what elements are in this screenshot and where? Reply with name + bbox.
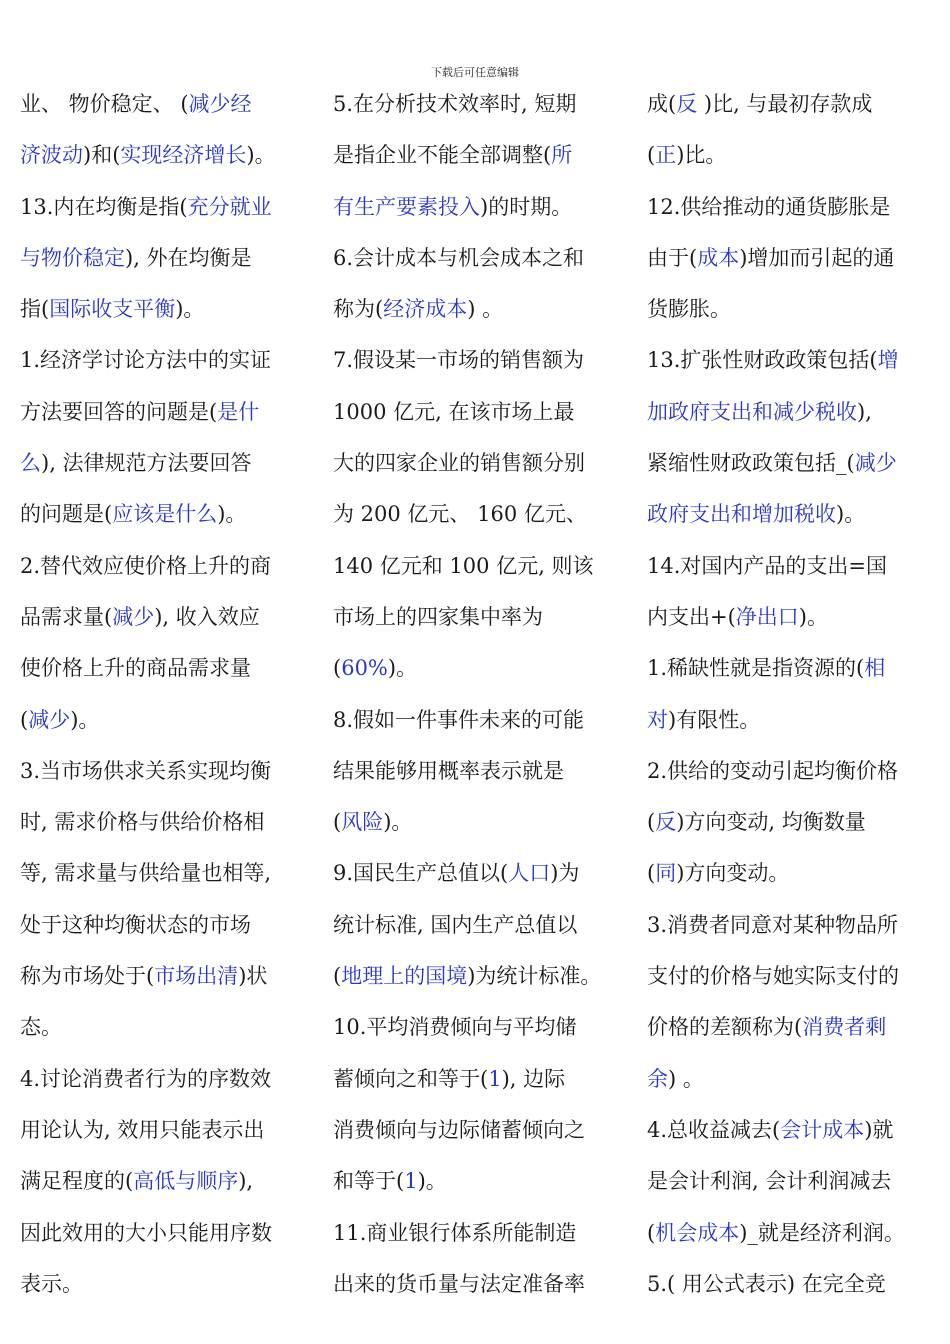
text-line <box>647 284 947 335</box>
text-column-2 <box>333 79 633 1310</box>
text-line <box>333 695 633 746</box>
question-text: )状 <box>238 964 268 989</box>
question-text: 11.商业银行体系所能制造 <box>333 1220 577 1245</box>
question-text: 7.假设某一市场的销售额为 <box>333 348 585 373</box>
answer-text: 风险 <box>341 810 384 835</box>
text-line <box>333 1054 633 1105</box>
text-line <box>333 746 633 797</box>
text-line <box>20 951 320 1002</box>
question-text: 价格的差额称为( <box>647 1015 803 1040</box>
question-text: 是指企业不能全部调整( <box>333 143 552 168</box>
question-text: 12.供给推动的通货膨胀是 <box>647 194 891 219</box>
question-text: 使价格上升的商品需求量 <box>20 656 251 681</box>
answer-text: 充分就业 <box>187 194 272 219</box>
question-text: 是会计利润, 会计利润减去 <box>647 1169 892 1194</box>
question-text: 4.总收益减去( <box>647 1117 781 1142</box>
question-text: 8.假如一件事件未来的可能 <box>333 707 585 732</box>
text-line <box>333 1002 633 1053</box>
text-line <box>647 643 947 694</box>
answer-text: 减少经 <box>188 92 252 116</box>
text-line <box>647 182 947 233</box>
question-text: )。 <box>217 502 247 527</box>
question-text: 因此效用的大小只能用序数 <box>20 1220 272 1245</box>
text-line <box>20 1259 320 1310</box>
text-line <box>333 438 633 489</box>
text-line <box>20 438 320 489</box>
answer-text: 1 <box>404 1169 418 1194</box>
question-text: 2.替代效应使价格上升的商 <box>20 553 272 578</box>
text-line <box>333 1259 633 1310</box>
text-line <box>333 387 633 438</box>
question-text: )。 <box>798 604 828 629</box>
answer-text: 市场出清 <box>154 964 239 989</box>
answer-text: 净出口 <box>735 604 799 629</box>
question-text: )的时期。 <box>480 194 573 219</box>
text-line <box>20 746 320 797</box>
question-text: 成( <box>647 92 677 116</box>
question-text: 业、 物价稳定、 ( <box>20 92 189 116</box>
question-text: 2.供给的变动引起均衡价格 <box>647 758 899 783</box>
question-text: 称为( <box>333 297 384 322</box>
question-text: 市场上的四家集中率为 <box>333 604 543 629</box>
question-text: 的问题是( <box>20 502 113 527</box>
question-text: 指( <box>20 297 50 322</box>
question-text: 态。 <box>20 1015 62 1040</box>
text-line <box>20 182 320 233</box>
question-text: ), 法律规范方法要回答 <box>41 451 252 476</box>
question-text: )。 <box>246 143 276 168</box>
question-text: 9.国民生产总值以( <box>333 861 509 886</box>
question-text: 处于这种均衡状态的市场 <box>20 912 251 937</box>
answer-text: 是什 <box>217 399 260 424</box>
question-text: 为 200 亿元、 160 亿元、 <box>333 502 587 527</box>
question-text: 13.内在均衡是指( <box>20 194 188 219</box>
text-line <box>20 695 320 746</box>
question-text: 等, 需求量与供给量也相等, <box>20 861 272 886</box>
text-line <box>333 541 633 592</box>
question-text: )。 <box>387 656 418 681</box>
question-text: 和等于( <box>333 1169 405 1194</box>
answer-text: 经济成本 <box>383 297 468 322</box>
text-line <box>333 79 633 130</box>
text-line <box>20 900 320 951</box>
question-text: )就 <box>864 1117 894 1142</box>
text-line <box>20 643 320 694</box>
text-line <box>333 592 633 643</box>
text-line <box>647 489 947 540</box>
question-text: )。 <box>417 1169 447 1194</box>
question-text: )和( <box>83 143 121 168</box>
question-text: 4.讨论消费者行为的序数效 <box>20 1066 272 1091</box>
question-text: 蓄倾向之和等于( <box>333 1066 489 1091</box>
answer-text: 成本 <box>697 245 740 270</box>
text-line <box>333 900 633 951</box>
question-text: 3.当市场供求关系实现均衡 <box>20 758 272 783</box>
answer-text: 反 <box>655 810 677 835</box>
question-text: 品需求量( <box>20 604 113 629</box>
answer-text: 余 <box>647 1066 668 1091</box>
answer-text: 实现经济增长 <box>120 143 247 168</box>
question-text: 5.( 用公式表示) 在完全竞 <box>647 1271 886 1296</box>
text-line <box>20 233 320 284</box>
answer-text: 人口 <box>508 861 551 886</box>
question-text: 140 亿元和 100 亿元, 则该 <box>333 553 594 578</box>
question-text: ), 外在均衡是 <box>125 245 252 270</box>
text-line <box>333 182 633 233</box>
answer-text: 与物价稳定 <box>20 245 125 270</box>
answer-text: 地理上的国境 <box>341 964 468 989</box>
question-text: 货膨胀。 <box>647 297 731 322</box>
text-line <box>647 848 947 899</box>
answer-text: 减少 <box>112 604 155 629</box>
answer-text: 增 <box>877 348 899 373</box>
text-line <box>20 489 320 540</box>
text-column-1 <box>20 79 320 1310</box>
answer-text: 加政府支出和减少税收 <box>647 399 857 424</box>
question-text: )比。 <box>676 143 727 168</box>
text-line <box>647 79 947 130</box>
question-text: 用论认为, 效用只能表示出 <box>20 1117 265 1142</box>
question-text: 结果能够用概率表示就是 <box>333 758 564 783</box>
answer-text: 国际收支平衡 <box>49 297 176 322</box>
question-text: 1.经济学讨论方法中的实证 <box>20 348 272 373</box>
question-text: )。 <box>70 707 100 732</box>
question-text: ) 。 <box>668 1066 704 1091</box>
text-line <box>20 79 320 130</box>
text-line <box>647 335 947 386</box>
answer-text: 济波动 <box>20 143 83 168</box>
question-text: ( <box>333 656 342 681</box>
text-line <box>647 233 947 284</box>
text-line <box>333 797 633 848</box>
answer-text: 60% <box>341 656 388 681</box>
text-line <box>20 797 320 848</box>
text-line <box>20 284 320 335</box>
text-line <box>333 643 633 694</box>
text-column-3 <box>647 79 947 1310</box>
text-line <box>333 335 633 386</box>
question-text: ( <box>333 810 342 835</box>
text-line <box>647 746 947 797</box>
text-line <box>647 1259 947 1310</box>
question-text: 13.扩张性财政政策包括( <box>647 348 878 373</box>
question-text: 14.对国内产品的支出=国 <box>647 553 887 578</box>
text-line <box>333 130 633 181</box>
answer-text: 机会成本 <box>655 1220 740 1245</box>
question-text: 方法要回答的问题是( <box>20 399 218 424</box>
answer-text: 政府支出和增加税收 <box>647 502 836 527</box>
question-text: 出来的货币量与法定准备率 <box>333 1271 585 1296</box>
answer-text: 减少 <box>28 707 71 732</box>
question-text: 1.稀缺性就是指资源的( <box>647 656 865 681</box>
text-line <box>20 335 320 386</box>
text-line <box>333 1156 633 1207</box>
question-text: ( <box>20 707 29 732</box>
question-text: 5.在分析技术效率时, 短期 <box>333 92 577 116</box>
question-text: )_就是经济利润。 <box>739 1220 905 1245</box>
text-line <box>647 130 947 181</box>
text-line <box>647 592 947 643</box>
text-line <box>647 438 947 489</box>
question-text: )为统计标准。 <box>467 964 602 989</box>
question-text: 6.会计成本与机会成本之和 <box>333 245 585 270</box>
question-text: 1000 亿元, 在该市场上最 <box>333 399 575 424</box>
text-line <box>647 797 947 848</box>
question-text: )方向变动, 均衡数量 <box>676 810 866 835</box>
text-line <box>647 951 947 1002</box>
question-text: )。 <box>175 297 205 322</box>
answer-text: 所 <box>551 143 573 168</box>
answer-text: 应该是什么 <box>112 502 218 527</box>
question-text: ), <box>857 399 872 424</box>
question-text: 满足程度的( <box>20 1169 134 1194</box>
question-text: ) 。 <box>467 297 504 322</box>
question-text: ), <box>238 1169 254 1194</box>
answer-text: 相 <box>864 656 886 681</box>
question-text: ( <box>647 861 656 886</box>
question-text: )。 <box>383 810 413 835</box>
question-text: )增加而引起的通 <box>739 245 895 270</box>
question-text: 由于( <box>647 245 698 270</box>
question-text: 大的四家企业的销售额分别 <box>333 451 585 476</box>
question-text: 内支出+( <box>647 604 736 629</box>
question-text: 支付的价格与她实际支付的 <box>647 964 899 989</box>
text-line <box>20 1105 320 1156</box>
text-line <box>647 387 947 438</box>
question-text: 表示。 <box>20 1271 83 1296</box>
text-line <box>647 1208 947 1259</box>
question-text: ( <box>647 810 656 835</box>
answer-text: 有生产要素投入 <box>333 194 480 219</box>
text-line <box>333 489 633 540</box>
text-line <box>333 233 633 284</box>
page-header: 下载后可任意编辑 <box>431 66 519 79</box>
question-text: 时, 需求价格与供给价格相 <box>20 810 265 835</box>
answer-text: 么 <box>20 451 41 476</box>
question-text: ( <box>647 143 656 168</box>
question-text: 紧缩性财政政策包括_( <box>647 451 855 476</box>
question-text: ( <box>647 1220 656 1245</box>
question-text: 消费倾向与边际储蓄倾向之 <box>333 1117 585 1142</box>
answer-text: 同 <box>655 861 677 886</box>
answer-text: 会计成本 <box>780 1117 865 1142</box>
text-line <box>20 1156 320 1207</box>
question-text: ( <box>333 964 342 989</box>
text-line <box>647 1105 947 1156</box>
text-line <box>20 1002 320 1053</box>
text-line <box>333 1208 633 1259</box>
answer-text: 减少 <box>854 451 897 476</box>
text-line <box>647 1054 947 1105</box>
question-text: 10.平均消费倾向与平均储 <box>333 1015 577 1040</box>
text-line <box>20 1054 320 1105</box>
question-text: 统计标准, 国内生产总值以 <box>333 912 578 937</box>
question-text: )比, 与最初存款成 <box>697 92 873 116</box>
question-text: )为 <box>550 861 580 886</box>
answer-text: 消费者剩 <box>802 1015 887 1040</box>
question-text: ), 收入效应 <box>154 604 260 629</box>
text-line <box>333 1105 633 1156</box>
question-text: 3.消费者同意对某种物品所 <box>647 912 899 937</box>
question-text: 称为市场处于( <box>20 964 155 989</box>
question-text: )。 <box>836 502 866 527</box>
text-line <box>20 848 320 899</box>
text-line <box>20 130 320 181</box>
text-line <box>647 695 947 746</box>
answer-text: 1 <box>488 1066 502 1091</box>
question-text: )有限性。 <box>668 707 761 732</box>
text-line <box>647 900 947 951</box>
text-line <box>20 541 320 592</box>
answer-text: 高低与顺序 <box>133 1169 239 1194</box>
answer-text: 正 <box>655 143 677 168</box>
text-line <box>20 387 320 438</box>
text-line <box>647 541 947 592</box>
text-line <box>20 1208 320 1259</box>
answer-text: 反 <box>676 92 698 116</box>
question-text: ), 边际 <box>501 1066 566 1091</box>
question-text: )方向变动。 <box>676 861 790 886</box>
text-line <box>647 1002 947 1053</box>
answer-text: 对 <box>647 707 668 732</box>
text-line <box>333 951 633 1002</box>
text-line <box>20 592 320 643</box>
text-line <box>647 1156 947 1207</box>
text-line <box>333 848 633 899</box>
text-line <box>333 284 633 335</box>
